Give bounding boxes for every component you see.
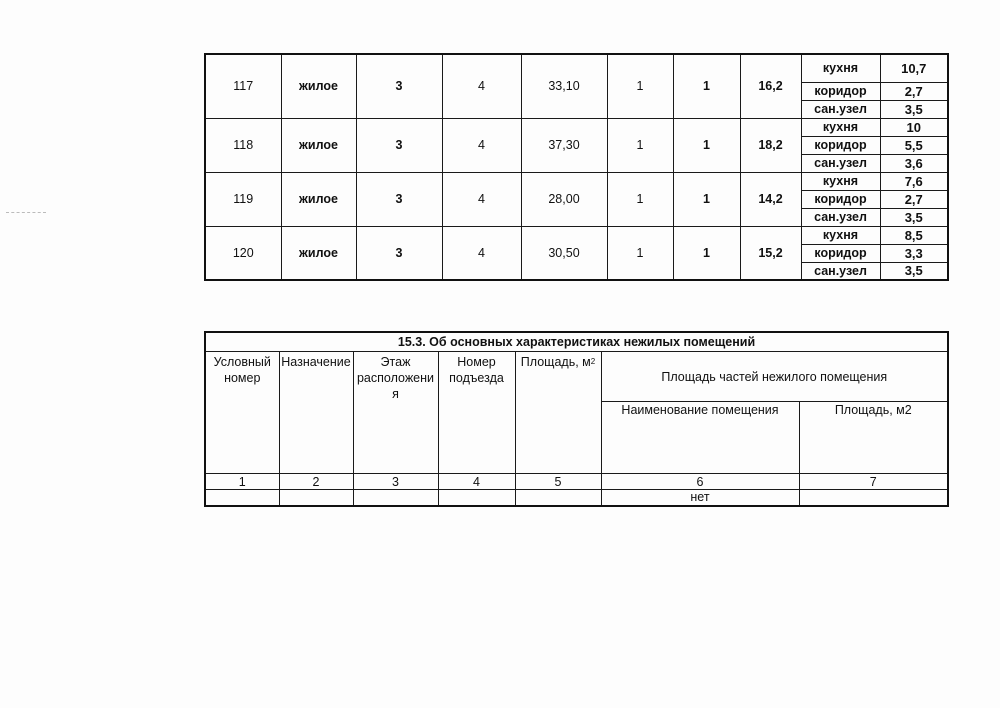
part-name: коридор — [801, 136, 880, 154]
unit-number: 118 — [205, 118, 281, 172]
unit-number: 119 — [205, 172, 281, 226]
part-name: коридор — [801, 190, 880, 208]
part-area: 10 — [880, 118, 948, 136]
col-number-6: 6 — [601, 474, 799, 490]
table-row — [205, 118, 948, 136]
empty-cell — [279, 490, 353, 506]
residential-units-table — [204, 53, 949, 281]
part-area: 3,5 — [880, 208, 948, 226]
part-area: 3,5 — [880, 262, 948, 280]
part-area: 10,7 — [880, 54, 948, 82]
unit-rooms-living: 1 — [673, 172, 740, 226]
header-floor: Этаж расположени я — [353, 352, 438, 474]
empty-cell — [353, 490, 438, 506]
unit-purpose: жилое — [281, 118, 356, 172]
unit-number: 117 — [205, 54, 281, 118]
unit-rooms: 1 — [607, 54, 673, 118]
header-part-area: Площадь, м2 — [799, 402, 948, 474]
header-area-sup: 2 — [590, 357, 596, 366]
unit-rooms-living: 1 — [673, 118, 740, 172]
unit-living-area: 14,2 — [740, 172, 801, 226]
unit-floor: 3 — [356, 54, 442, 118]
table-row — [205, 54, 948, 82]
part-area: 5,5 — [880, 136, 948, 154]
unit-entrance: 4 — [442, 54, 521, 118]
header-area — [515, 352, 601, 474]
part-area: 3,5 — [880, 100, 948, 118]
unit-purpose: жилое — [281, 226, 356, 280]
unit-floor: 3 — [356, 172, 442, 226]
part-name: кухня — [801, 118, 880, 136]
part-name: коридор — [801, 82, 880, 100]
header-entrance: Номер подъезда — [438, 352, 515, 474]
unit-rooms: 1 — [607, 226, 673, 280]
header-part-name: Наименование помещения — [601, 402, 799, 474]
scan-mark — [6, 212, 46, 213]
part-area: 2,7 — [880, 190, 948, 208]
part-area: 7,6 — [880, 172, 948, 190]
part-name: сан.узел — [801, 208, 880, 226]
unit-area-total: 37,30 — [521, 118, 607, 172]
empty-cell — [515, 490, 601, 506]
empty-cell — [438, 490, 515, 506]
col-number-3: 3 — [353, 474, 438, 490]
part-name: сан.узел — [801, 100, 880, 118]
col-number-5: 5 — [515, 474, 601, 490]
part-area: 8,5 — [880, 226, 948, 244]
unit-entrance: 4 — [442, 172, 521, 226]
nonresidential-table — [204, 331, 949, 507]
col-number-1: 1 — [205, 474, 279, 490]
unit-area-total: 28,00 — [521, 172, 607, 226]
unit-number: 120 — [205, 226, 281, 280]
part-area: 3,3 — [880, 244, 948, 262]
part-name: сан.узел — [801, 262, 880, 280]
part-area: 3,6 — [880, 154, 948, 172]
col-number-2: 2 — [279, 474, 353, 490]
unit-purpose: жилое — [281, 172, 356, 226]
part-name: кухня — [801, 54, 880, 82]
unit-living-area: 18,2 — [740, 118, 801, 172]
unit-area-total: 33,10 — [521, 54, 607, 118]
header-parts: Площадь частей нежилого помещения — [601, 352, 948, 402]
header-purpose: Назначение — [279, 352, 353, 474]
unit-living-area: 15,2 — [740, 226, 801, 280]
unit-rooms: 1 — [607, 118, 673, 172]
empty-cell — [205, 490, 279, 506]
unit-floor: 3 — [356, 226, 442, 280]
section-title: 15.3. Об основных характеристиках нежилых помещений — [205, 332, 948, 352]
part-name: сан.узел — [801, 154, 880, 172]
unit-rooms: 1 — [607, 172, 673, 226]
unit-entrance: 4 — [442, 118, 521, 172]
unit-floor: 3 — [356, 118, 442, 172]
unit-area-total: 30,50 — [521, 226, 607, 280]
unit-living-area: 16,2 — [740, 54, 801, 118]
col-number-4: 4 — [438, 474, 515, 490]
empty-cell — [799, 490, 948, 506]
part-area: 2,7 — [880, 82, 948, 100]
col-number-7: 7 — [799, 474, 948, 490]
empty-note: нет — [601, 490, 799, 506]
unit-purpose: жилое — [281, 54, 356, 118]
part-name: коридор — [801, 244, 880, 262]
header-area-text: Площадь, м — [520, 355, 591, 369]
part-name: кухня — [801, 226, 880, 244]
residential-units-body — [205, 54, 948, 280]
header-number: Условный номер — [205, 352, 279, 474]
table-row — [205, 172, 948, 190]
unit-entrance: 4 — [442, 226, 521, 280]
table-row — [205, 226, 948, 244]
part-name: кухня — [801, 172, 880, 190]
unit-rooms-living: 1 — [673, 54, 740, 118]
unit-rooms-living: 1 — [673, 226, 740, 280]
